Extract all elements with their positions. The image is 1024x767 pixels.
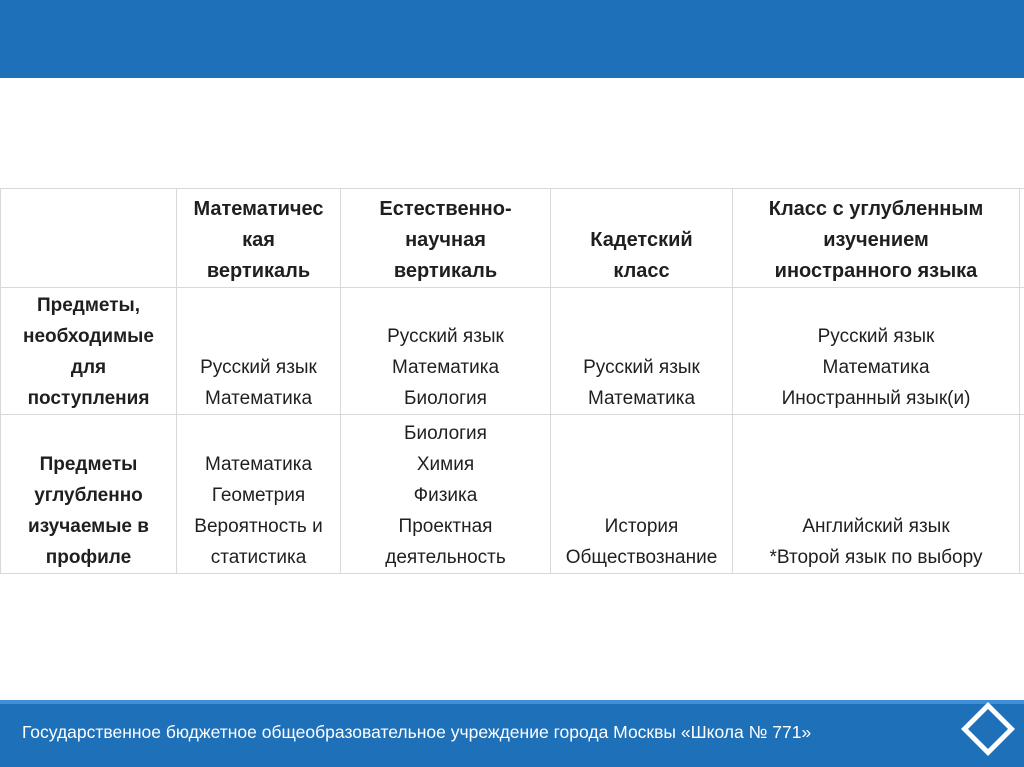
diamond-logo-icon [959, 700, 1017, 758]
table-cell: Русский язык Математика [177, 288, 341, 415]
table-header-row [1, 189, 1024, 288]
table-cell: Биология Химия Физика Проектная деятельность [341, 415, 551, 574]
footer-text: Государственное бюджетное общеобразовательное учреждение города Москвы «Школа № 771» [22, 722, 812, 742]
table-cell: Математика Геометрия Вероятность и статистика [177, 415, 341, 574]
curriculum-table-container [0, 188, 1024, 578]
table-cell: Английский язык *Второй язык по выбору [733, 415, 1020, 574]
footer-accent-stripe [0, 700, 1024, 704]
edge-cell [1020, 415, 1024, 574]
table-row [1, 288, 1024, 415]
header-cell: Кадетский класс [551, 189, 733, 288]
edge-cell [1020, 288, 1024, 415]
table-cell: Русский язык Математика Иностранный язык(и) [733, 288, 1020, 415]
header-cell: Класс с углубленным изучением иностранного языка [733, 189, 1020, 288]
row-label: Предметы, необходимые для поступления [1, 288, 177, 415]
header-cell: Естественно- научная вертикаль [341, 189, 551, 288]
footer-bar [0, 700, 1024, 767]
header-empty-cell [1, 189, 177, 288]
row-label: Предметы углубленно изучаемые в профиле [1, 415, 177, 574]
table-cell: История Обществознание [551, 415, 733, 574]
edge-cell [1020, 189, 1024, 288]
table-cell: Русский язык Математика Биология [341, 288, 551, 415]
table-cell: Русский язык Математика [551, 288, 733, 415]
header-cell: Математичес кая вертикаль [177, 189, 341, 288]
curriculum-table [0, 188, 1024, 574]
table-row [1, 415, 1024, 574]
top-bar [0, 0, 1024, 78]
